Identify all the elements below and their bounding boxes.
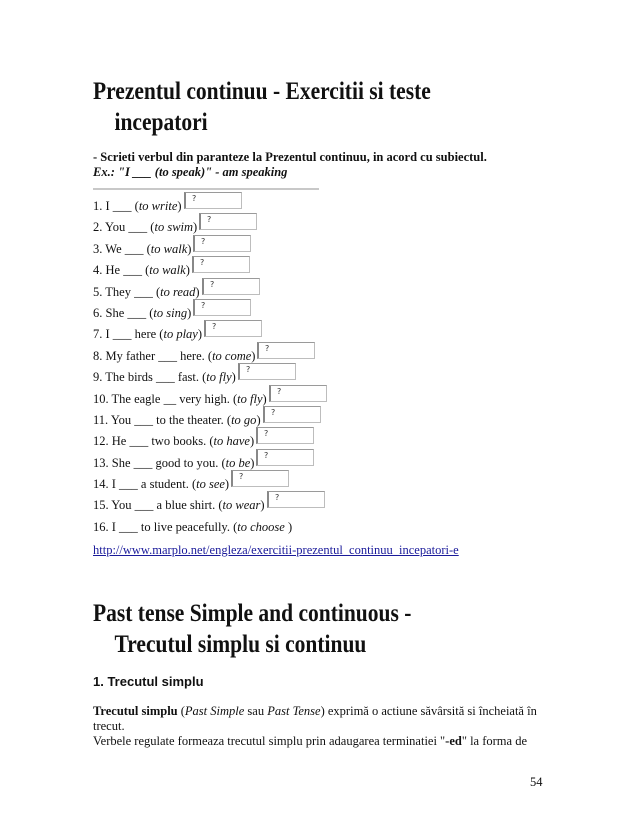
exercise-verb: to walk <box>150 241 188 256</box>
exercise-item <box>93 450 553 474</box>
exercise-text <box>93 410 261 431</box>
term-italic: Past Tense <box>267 704 321 718</box>
exercise-item <box>93 260 553 281</box>
exercise-verb: to walk <box>149 263 186 278</box>
exercise-text <box>93 367 236 388</box>
exercise-prompt: 5. They ___ ( <box>93 284 161 299</box>
suffix-bold: -ed <box>445 733 462 748</box>
example-text: Ex.: "I ___ (to speak)" - am speaking <box>93 165 288 179</box>
exercise-item <box>93 196 553 217</box>
exercise-item <box>93 431 553 452</box>
page-number: 54 <box>530 775 543 789</box>
exercise-verb: to write <box>138 198 178 213</box>
exercise-close: ) <box>224 477 230 492</box>
exercise-prompt: 7. I ___ here ( <box>93 327 164 342</box>
exercise-prompt: 9. The birds ___ fast. ( <box>93 370 207 385</box>
exercise-text <box>93 217 197 238</box>
exercise-close: ) <box>284 519 293 534</box>
exercise-close: ) <box>193 220 198 235</box>
answer-input[interactable]: ? <box>199 213 257 230</box>
exercise-close: ) <box>195 284 200 299</box>
answer-input[interactable]: ? <box>202 278 260 295</box>
exercise-prompt: 3. We ___ ( <box>93 241 151 256</box>
exercise-text <box>93 431 254 452</box>
exercise-text <box>93 239 191 260</box>
exercise-prompt: 4. He ___ ( <box>93 263 150 278</box>
exercise-text <box>93 346 255 367</box>
exercise-verb: to choose <box>237 519 285 534</box>
exercise-prompt: 12. He ___ two books. ( <box>93 434 214 449</box>
section-title-past-tense <box>93 598 497 660</box>
exercise-prompt: 14. I ___ a student. ( <box>93 477 197 492</box>
exercise-item <box>93 300 553 324</box>
paragraph-2 <box>93 734 548 749</box>
exercise-close: ) <box>249 434 255 449</box>
answer-input[interactable]: ? <box>193 235 251 252</box>
title-line-2: incepatori <box>114 109 208 136</box>
exercise-close: ) <box>250 455 255 470</box>
exercise-text <box>93 474 229 495</box>
exercise-verb: to come <box>212 348 252 363</box>
source-link[interactable]: http://www.marplo.net/engleza/exercitii-prezentul_continuu_incepatori-e <box>93 543 459 557</box>
exercise-list <box>93 196 553 538</box>
term-bold: Trecutul simplu <box>93 704 178 718</box>
answer-input[interactable]: ? <box>267 491 325 508</box>
exercise-close: ) <box>197 327 203 342</box>
answer-input[interactable]: ? <box>192 256 250 273</box>
exercise-close: ) <box>260 498 265 513</box>
body-paragraph <box>93 704 548 748</box>
answer-input[interactable]: ? <box>193 299 251 316</box>
divider <box>93 188 319 190</box>
exercise-text <box>93 324 202 345</box>
text-run: sau <box>244 704 268 718</box>
answer-input[interactable]: ? <box>184 192 242 209</box>
answer-input[interactable]: ? <box>269 385 327 402</box>
exercise-close: ) <box>185 263 190 278</box>
exercise-item <box>93 217 553 238</box>
exercise-item <box>93 236 553 260</box>
text-run: ) exprimă o actiune săvârsită si încheiată în trecut. <box>93 704 537 733</box>
answer-input[interactable]: ? <box>231 470 289 487</box>
exercise-prompt: 15. You ___ a blue shirt. ( <box>93 498 223 513</box>
exercise-item <box>93 517 553 538</box>
title-line-2: Trecutul simplu si continuu <box>114 631 367 658</box>
text-run: ( <box>177 704 185 718</box>
exercise-verb: to fly <box>237 391 263 406</box>
exercise-prompt: 16. I ___ to live peacefully. ( <box>93 519 238 534</box>
answer-input[interactable]: ? <box>256 427 314 444</box>
exercise-close: ) <box>187 241 192 256</box>
exercise-verb: to play <box>163 327 198 342</box>
exercise-close: ) <box>256 412 261 427</box>
exercise-verb: to fly <box>206 370 232 385</box>
exercise-verb: to be <box>225 455 251 470</box>
exercise-close: ) <box>251 348 256 363</box>
exercise-text <box>93 303 191 324</box>
exercise-close: ) <box>262 391 267 406</box>
title-line-1: Past tense Simple and continuous - <box>93 600 412 627</box>
exercise-prompt: 10. The eagle __ very high. ( <box>93 391 238 406</box>
exercise-verb: to read <box>160 284 196 299</box>
exercise-close: ) <box>231 370 236 385</box>
answer-input[interactable]: ? <box>257 342 315 359</box>
exercise-text <box>93 260 190 281</box>
exercise-text <box>93 389 267 410</box>
exercise-prompt: 11. You ___ to the theater. ( <box>93 412 232 427</box>
answer-input[interactable]: ? <box>263 406 321 423</box>
exercise-verb: to go <box>231 412 257 427</box>
exercise-item <box>93 279 553 303</box>
exercise-verb: to swim <box>154 220 194 235</box>
exercise-text <box>93 517 292 538</box>
exercise-verb: to wear <box>222 498 261 513</box>
section-title-present-continuous <box>93 76 497 138</box>
exercise-prompt: 13. She ___ good to you. ( <box>93 455 226 470</box>
exercise-close: ) <box>187 305 192 320</box>
exercise-verb: to sing <box>153 305 188 320</box>
exercise-text <box>93 282 200 303</box>
exercise-prompt: 8. My father ___ here. ( <box>93 348 213 363</box>
exercise-item <box>93 324 553 345</box>
exercise-item <box>93 495 553 516</box>
subheading: 1. Trecutul simplu <box>93 674 204 689</box>
exercise-text <box>93 495 265 516</box>
paragraph-1 <box>93 704 548 734</box>
exercise-prompt: 1. I ___ ( <box>93 198 139 213</box>
exercise-prompt: 2. You ___ ( <box>93 220 155 235</box>
title-line-1: Prezentul continuu - Exercitii si teste <box>93 78 431 105</box>
answer-input[interactable]: ? <box>238 363 296 380</box>
exercise-item <box>93 343 553 367</box>
exercise-prompt: 6. She ___ ( <box>93 305 154 320</box>
term-italic: Past Simple <box>184 704 245 718</box>
answer-input[interactable]: ? <box>256 449 314 466</box>
exercise-item <box>93 407 553 431</box>
text-run: Verbele regulate formeaza trecutul simplu prin adaugarea terminatiei " <box>93 733 446 748</box>
instructions <box>93 150 487 180</box>
instruction-text: - Scrieti verbul din paranteze la Prezentul continuu, in acord cu subiectul. <box>93 150 487 164</box>
text-run: " la forma de <box>461 733 527 748</box>
exercise-verb: to have <box>213 434 250 449</box>
answer-input[interactable]: ? <box>204 320 262 337</box>
exercise-text <box>93 196 182 217</box>
exercise-verb: to see <box>196 477 225 492</box>
exercise-close: ) <box>177 198 182 213</box>
exercise-item <box>93 386 553 410</box>
